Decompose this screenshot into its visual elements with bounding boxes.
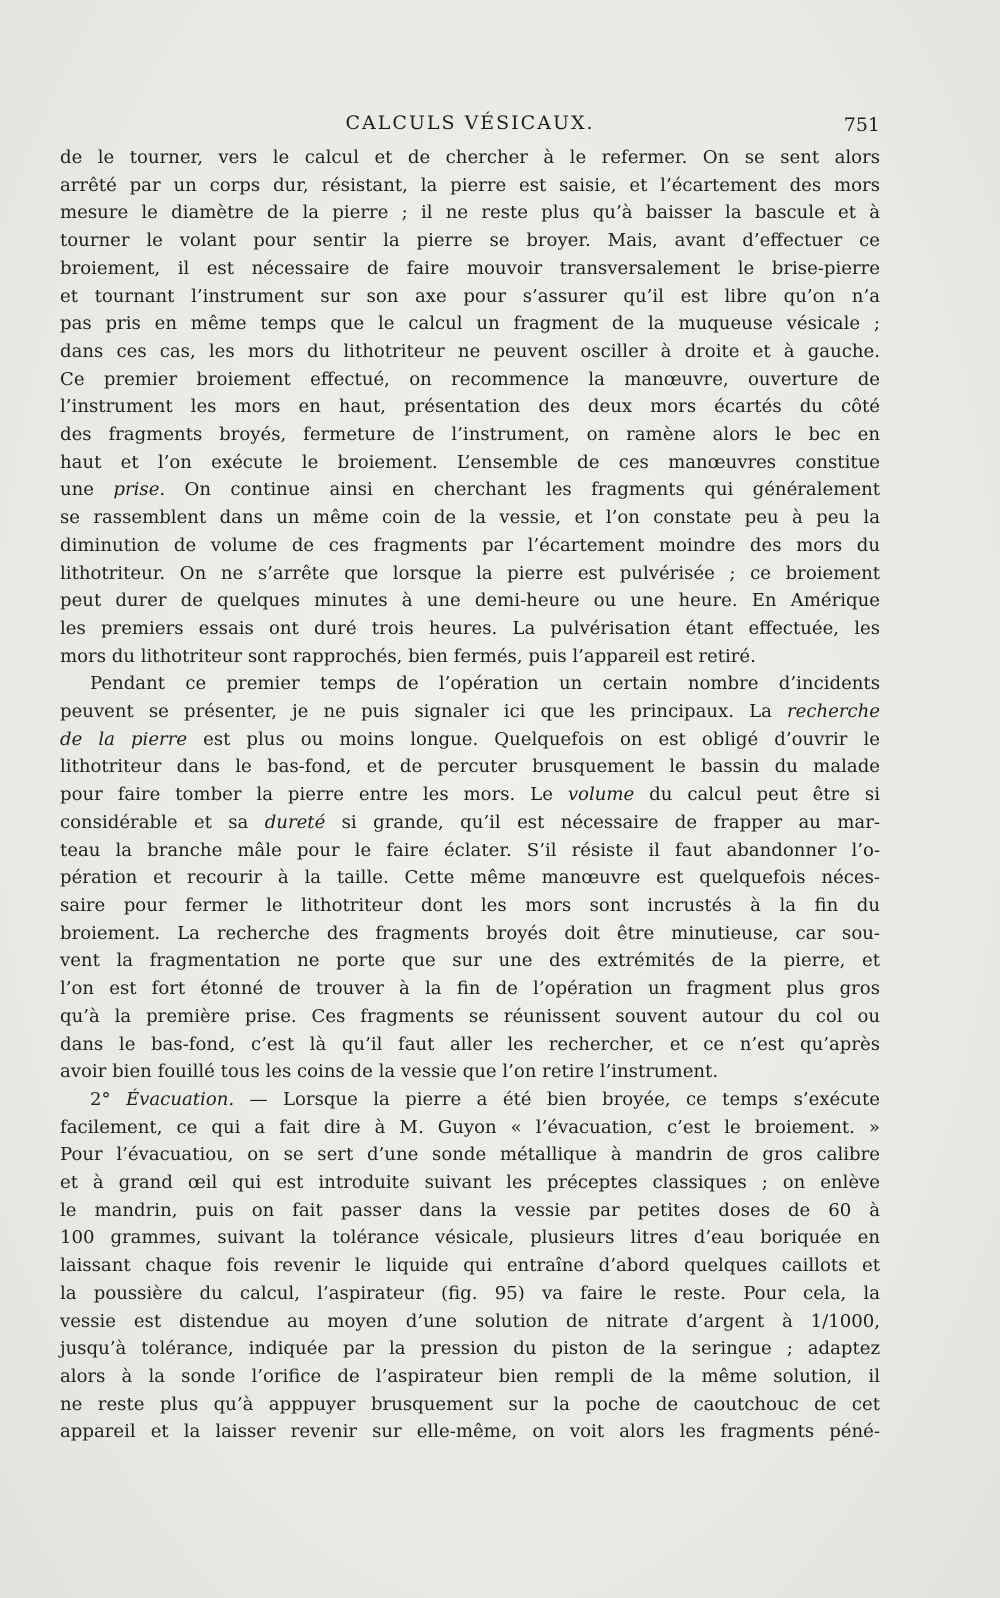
text-line: les premiers essais ont duré trois heures. La pulvérisation étant effectuée, les [60, 617, 880, 639]
text-line: vessie est distendue au moyen d’une solution de nitrate d’argent à 1/1000, [60, 1310, 880, 1332]
text-line: se rassemblent dans un même coin de la vessie, et l’on constate peu à peu la [60, 507, 880, 529]
text-line: saire pour fermer le lithotriteur dont les mors sont incrustés à la fin du [60, 894, 880, 916]
text-line: vent la fragmentation ne porte que sur une des extrémités de la pierre, et [60, 950, 880, 972]
text-line: pour faire tomber la pierre entre les mors. Le volume du calcul peut être si [60, 784, 880, 806]
text-line: le mandrin, puis on fait passer dans la vessie par petites doses de 60 à [60, 1199, 880, 1221]
text-line: des fragments broyés, fermeture de l’instrument, on ramène alors le bec en [60, 424, 880, 446]
text-line: 100 grammes, suivant la tolérance vésicale, plusieurs litres d’eau boriquée en [60, 1227, 880, 1249]
text-line: pas pris en même temps que le calcul un fragment de la muqueuse vésicale ; [60, 313, 880, 335]
text-line: Pour l’évacuatiou, on se sert d’une sonde métallique à mandrin de gros calibre [60, 1144, 880, 1166]
text-line: la poussière du calcul, l’aspirateur (fig. 95) va faire le reste. Pour cela, la [60, 1282, 880, 1304]
text-line: qu’à la première prise. Ces fragments se réunissent souvent autour du col ou [60, 1005, 880, 1027]
running-head [60, 112, 880, 142]
text-line: ne reste plus qu’à apppuyer brusquement sur la poche de caoutchouc de cet [60, 1393, 880, 1415]
text-line: appareil et la laisser revenir sur elle-même, on voit alors les fragments péné- [60, 1421, 880, 1443]
text-line: dans ces cas, les mors du lithotriteur ne peuvent osciller à droite et à gauche. [60, 340, 880, 362]
text-line: l’instrument les mors en haut, présentation des deux mors écartés du côté [60, 396, 880, 418]
text-line: l’on est fort étonné de trouver à la fin de l’opération un fragment plus gros [60, 978, 880, 1000]
italic-term: dureté [264, 811, 326, 833]
text-line: pération et recourir à la taille. Cette même manœuvre est quelquefois néces- [60, 867, 880, 889]
italic-term: recherche [787, 701, 880, 723]
text-line: peut durer de quelques minutes à une demi-heure ou une heure. En Amérique [60, 590, 880, 612]
text-line: lithotriteur. On ne s’arrête que lorsque la pierre est pulvérisée ; ce broiement [60, 562, 880, 584]
italic-term: de la pierre [60, 728, 188, 750]
page-number: 751 [843, 114, 880, 136]
italic-term: Évacuation. [125, 1088, 235, 1110]
text-line: Pendant ce premier temps de l’opération un certain nombre d’incidents [90, 673, 880, 695]
italic-term: volume [567, 784, 635, 806]
text-line: tourner le volant pour sentir la pierre se broyer. Mais, avant d’effectuer ce [60, 230, 880, 252]
text-line: une prise. On continue ainsi en cherchant les fragments qui généralement [60, 479, 880, 501]
text-line: jusqu’à tolérance, indiquée par la pression du piston de la seringue ; adaptez [60, 1338, 880, 1360]
text-line: laissant chaque fois revenir le liquide qui entraîne d’abord quelques caillots et [60, 1255, 880, 1277]
running-title: CALCULS VÉSICAUX. [345, 112, 595, 134]
text-line: 2° Évacuation. — Lorsque la pierre a été bien broyée, ce temps s’exécute [90, 1088, 881, 1110]
text-line: haut et l’on exécute le broiement. L’ensemble de ces manœuvres constitue [60, 451, 880, 473]
text-line: broiement, il est nécessaire de faire mouvoir transversalement le brise-pierre [60, 257, 880, 279]
body-text [60, 144, 880, 1446]
text-line: mors du lithotriteur sont rapprochés, bien fermés, puis l’appareil est retiré. [60, 645, 756, 667]
text-line: diminution de volume de ces fragments par l’écartement moindre des mors du [60, 534, 880, 556]
text-line: teau la branche mâle pour le faire éclater. S’il résiste il faut abandonner l’o- [60, 839, 880, 861]
text-line: avoir bien fouillé tous les coins de la vessie que l’on retire l’instrument. [60, 1061, 719, 1083]
text-line: considérable et sa dureté si grande, qu’il est nécessaire de frapper au mar- [60, 811, 880, 833]
italic-term: prise [113, 479, 160, 501]
text-line: peuvent se présenter, je ne puis signaler ici que les principaux. La recherche [60, 701, 880, 723]
text-line: mesure le diamètre de la pierre ; il ne reste plus qu’à baisser la bascule et à [60, 202, 880, 224]
text-line: de la pierre est plus ou moins longue. Quelquefois on est obligé d’ouvrir le [60, 728, 880, 750]
text-line: Ce premier broiement effectué, on recommence la manœuvre, ouverture de [60, 368, 880, 390]
text-line: alors à la sonde l’orifice de l’aspirateur bien rempli de la même solution, il [60, 1365, 880, 1387]
text-line: broiement. La recherche des fragments broyés doit être minutieuse, car sou- [60, 922, 880, 944]
text-line: facilement, ce qui a fait dire à M. Guyon « l’évacuation, c’est le broiement. » [60, 1116, 880, 1138]
text-line: dans le bas-fond, c’est là qu’il faut aller les rechercher, et ce n’est qu’après [60, 1033, 880, 1055]
text-line: et tournant l’instrument sur son axe pour s’assurer qu’il est libre qu’on n’a [60, 285, 880, 307]
text-line: lithotriteur dans le bas-fond, et de percuter brusquement le bassin du malade [60, 756, 880, 778]
text-line: de le tourner, vers le calcul et de chercher à le refermer. On se sent alors [60, 147, 880, 168]
text-line: arrêté par un corps dur, résistant, la pierre est saisie, et l’écartement des mors [60, 174, 880, 196]
text-line: et à grand œil qui est introduite suivant les préceptes classiques ; on enlève [60, 1172, 880, 1194]
